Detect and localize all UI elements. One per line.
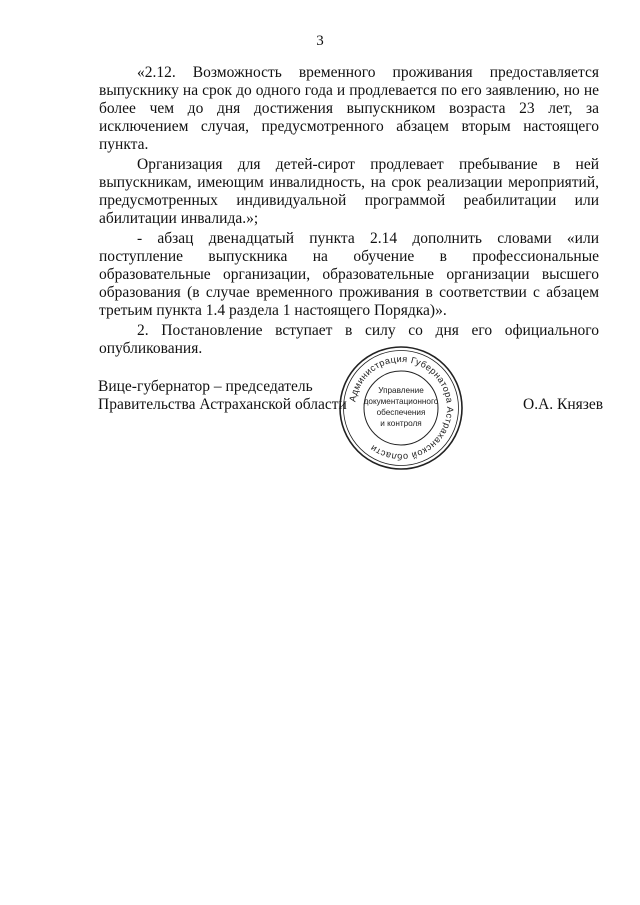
signatory-position-line: Правительства Астраханской области: [98, 396, 347, 413]
signatory-name: О.А. Князев: [523, 396, 604, 413]
stamp-center-line: и контроля: [380, 419, 422, 428]
paragraph: - абзац двенадцатый пункта 2.14 дополнить словами «или поступление выпускника на обучение в профессиональные образовательные организации, образовательные организации высшего образования (в случае временного проживания в соответствии с абзацем третьим пункта 1.4 раздела 1 настоящего Порядка)».: [99, 230, 599, 319]
paragraph: 2. Постановление вступает в силу со дня его официального опубликования.: [99, 322, 599, 357]
signatory-position: [98, 378, 347, 414]
document-body: [99, 64, 599, 360]
official-stamp: [335, 343, 467, 473]
stamp-center-line: обеспечения: [376, 408, 426, 417]
paragraph: «2.12. Возможность временного проживания предоставляется выпускнику на срок до одного года и продлевается по его заявлению, но не более чем до дня достижения выпускником возраста 23 лет, за исключением случая, предусмотренного абзацем вторым настоящего пункта.: [99, 64, 599, 153]
stamp-center-line: документационного: [363, 397, 439, 406]
signatory-position-line: Вице-губернатор – председатель: [98, 378, 313, 395]
stamp-ring-text: Администрация Губернатора Астраханской области: [347, 353, 456, 463]
stamp-center-line: Управление: [378, 386, 424, 395]
page-number: 3: [316, 33, 324, 49]
paragraph: Организация для детей-сирот продлевает пребывание в ней выпускникам, имеющим инвалидность, на срок реализации мероприятий, предусмотренных индивидуальной программой реабилитации или абилитации инвалида.»;: [99, 156, 599, 227]
